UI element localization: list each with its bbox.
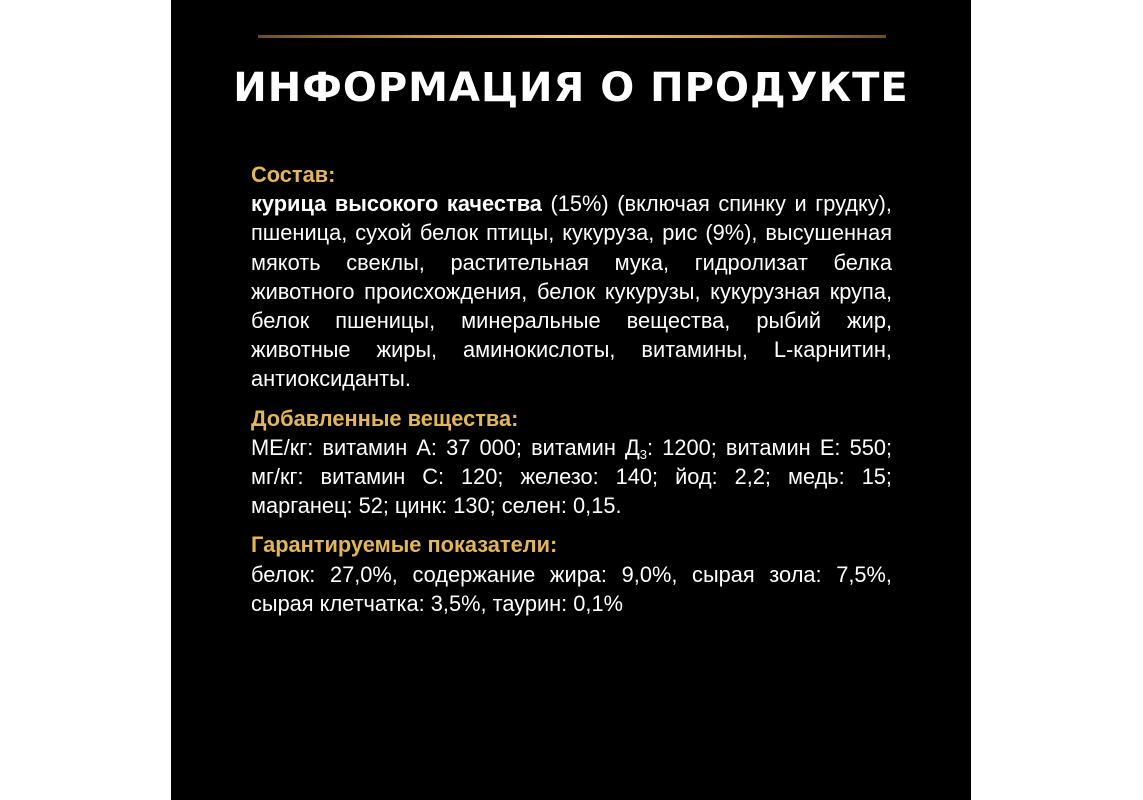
page-title: ИНФОРМАЦИЯ О ПРОДУКТЕ: [233, 65, 909, 111]
gold-divider: [258, 35, 886, 38]
composition-heading: Состав:: [251, 162, 336, 187]
info-panel: [171, 0, 971, 800]
vitamin-d-subscript: 3: [639, 446, 648, 462]
main-ingredient: курица высокого качества: [251, 191, 542, 217]
composition-rest: (15%) (включая спинку и грудку), пшеница, сухой белок птицы, кукуруза, рис (9%), высушенная мякоть свеклы, растительная мука, гидролизат белка животного происхождения, белок кукурузы, кукурузная крупа, белок пшеницы, минеральные вещества, рыбий жир, животные жиры, аминокислоты, витамины, L-карнитин, антиоксиданты.: [251, 191, 892, 392]
product-info-content: [251, 160, 892, 628]
guaranteed-heading: Гарантируемые показатели:: [251, 532, 558, 558]
additives-text-start: МЕ/кг: витамин А: 37 000; витамин Д: [251, 434, 640, 460]
additives-text-end: : 1200; витамин Е: 550; мг/кг: витамин С: 120; железо: 140; йод: 2,2; медь: 15; марганец: 52; цинк: 130; селен: 0,15.: [251, 434, 893, 519]
additives-heading: Добавленные вещества:: [251, 405, 519, 431]
guaranteed-section: [251, 530, 892, 618]
additives-text: [251, 433, 892, 521]
composition-text: [251, 189, 892, 393]
guaranteed-text: белок: 27,0%, содержание жира: 9,0%, сырая зола: 7,5%, сырая клетчатка: 3,5%, таурин: 0,1%: [251, 561, 892, 616]
composition-section: [251, 160, 892, 394]
additives-section: [251, 404, 892, 521]
